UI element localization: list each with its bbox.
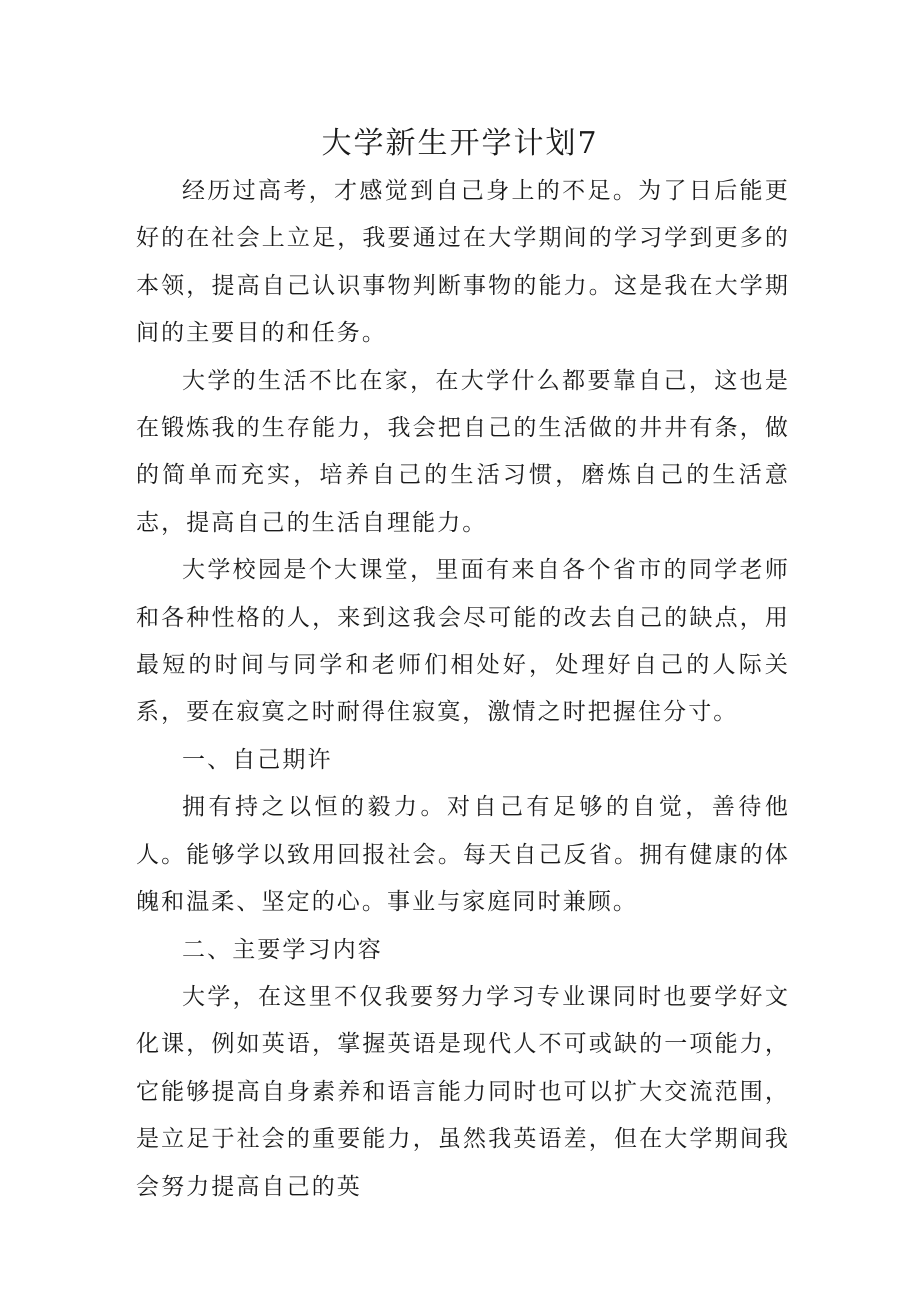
document-title: 大学新生开学计划7 [321, 126, 599, 161]
paragraph-expectations: 拥有持之以恒的毅力。对自己有足够的自觉，善待他人。能够学以致用回报社会。每天自己反省。拥有健康的体魄和温柔、坚定的心。事业与家庭同时兼顾。 [136, 794, 790, 916]
section-heading-expectations: 一、自己期许 [182, 746, 333, 773]
paragraph-study: 大学，在这里不仅我要努力学习专业课同时也要学好文化课，例如英语，掌握英语是现代人不可或缺的一项能力，它能够提高自身素养和语言能力同时也可以扩大交流范围，是立足于社会的重要能力，虽然我英语差，但在大学期间我会努力提高自己的英 [136, 983, 790, 1200]
paragraph-campus: 大学校园是个大课堂，里面有来自各个省市的同学老师和各种性格的人，来到这我会尽可能的改去自己的缺点，用最短的时间与同学和老师们相处好，处理好自己的人际关系，要在寂寞之时耐得住寂寞，激情之时把握住分寸。 [136, 557, 790, 726]
section-heading-study: 二、主要学习内容 [182, 936, 383, 963]
paragraph-life: 大学的生活不比在家，在大学什么都要靠自己，这也是在锻炼我的生存能力，我会把自己的生活做的井井有条，做的简单而充实，培养自己的生活习惯，磨炼自己的生活意志，提高自己的生活自理能力。 [136, 367, 790, 536]
paragraph-intro: 经历过高考，才感觉到自己身上的不足。为了日后能更好的在社会上立足，我要通过在大学期间的学习学到更多的本领，提高自己认识事物判断事物的能力。这是我在大学期间的主要目的和任务。 [136, 178, 790, 347]
document-body [136, 168, 790, 1211]
